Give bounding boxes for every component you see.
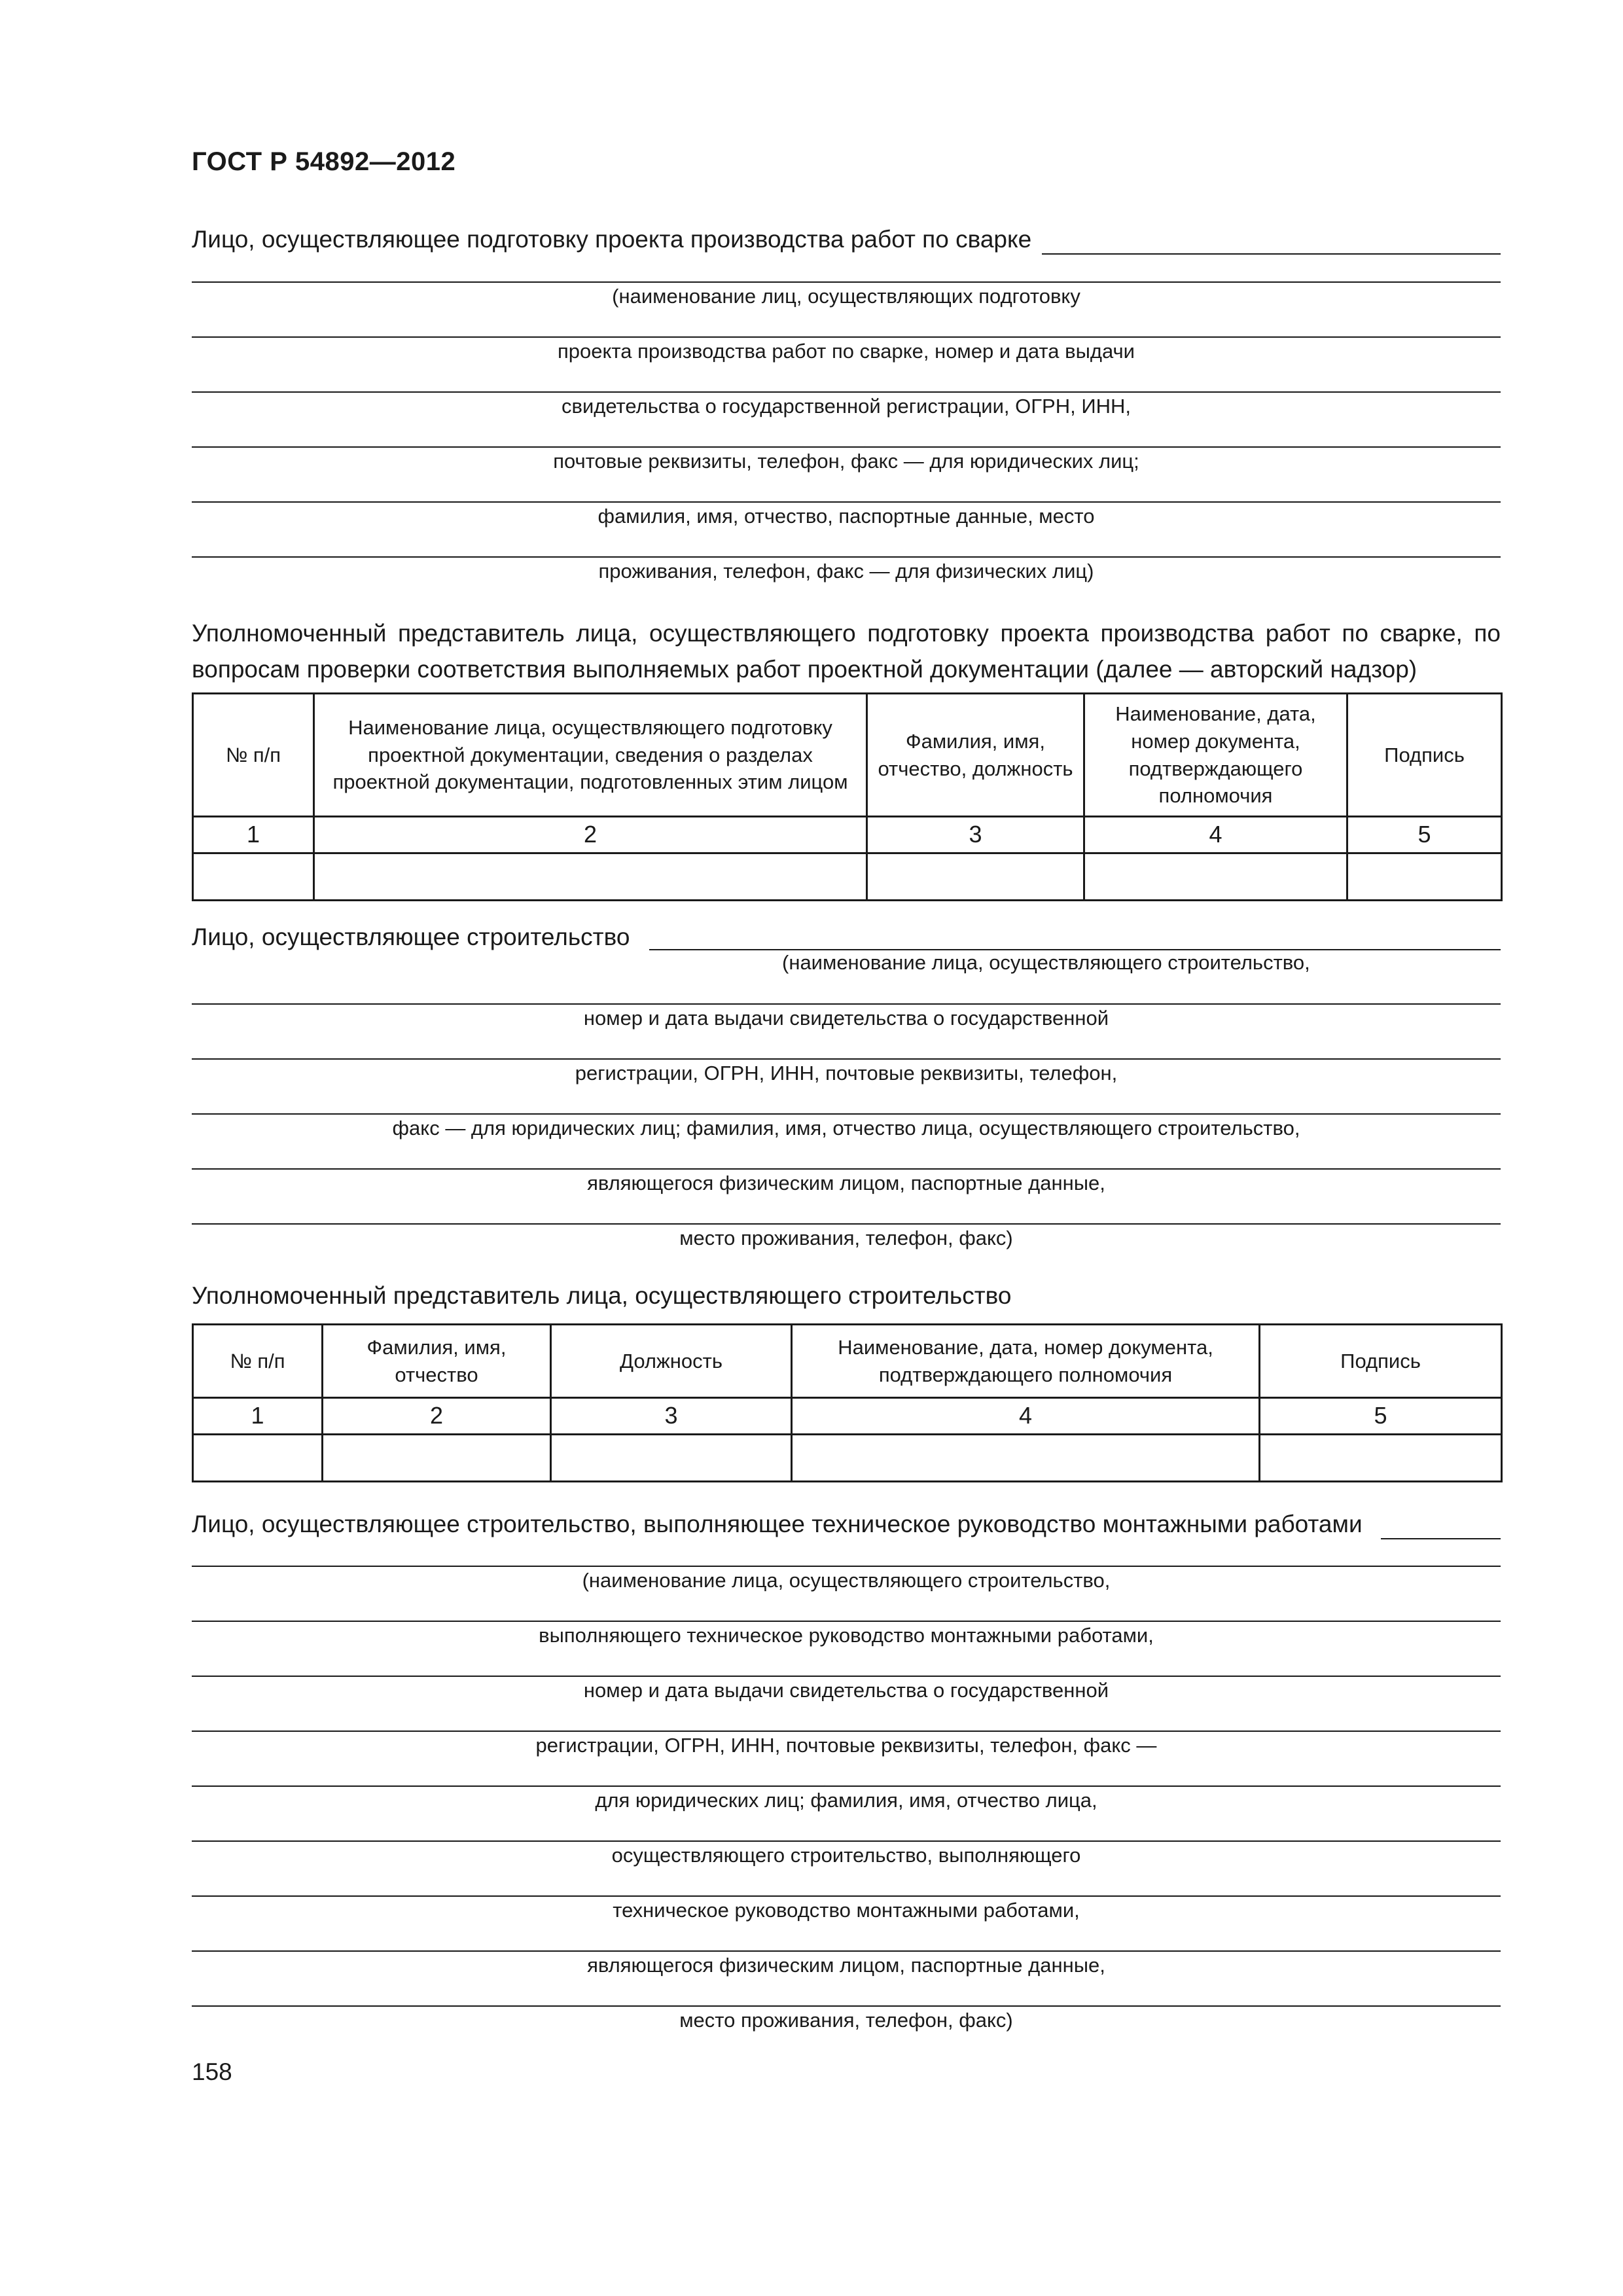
field-caption: место проживания, телефон, факс) (679, 2009, 1013, 2032)
fill-line[interactable] (192, 1168, 1501, 1170)
header-cell-number: № п/п (193, 694, 314, 817)
field-caption: проекта производства работ по сварке, номер и дата выдачи (557, 340, 1135, 363)
header-cell-signature: Подпись (1347, 694, 1502, 817)
fill-line[interactable] (192, 391, 1501, 393)
fill-line[interactable] (192, 1840, 1501, 1842)
table-header-row (193, 694, 1502, 817)
table-row (193, 1434, 1502, 1481)
builder-representative-table (192, 1323, 1503, 1482)
header-cell-position: Должность (551, 1325, 792, 1398)
field-caption: техническое руководство монтажными работами, (613, 1899, 1080, 1922)
authorized-representative-supervision-paragraph: Уполномоченный представитель лица, осуществляющего подготовку проекта производства работ по сварке, по вопросам проверки соответствия выполняемых работ проектной документации (далее — авторский надзор) (192, 620, 1501, 683)
fill-line[interactable] (192, 1731, 1501, 1732)
empty-cell[interactable] (193, 1434, 323, 1481)
field-caption: (наименование лиц, осуществляющих подготовку (612, 285, 1080, 308)
empty-cell[interactable] (551, 1434, 792, 1481)
fill-line[interactable] (192, 446, 1501, 448)
fill-line[interactable] (192, 1003, 1501, 1005)
field-caption: свидетельства о государственной регистрации, ОГРН, ИНН, (561, 395, 1132, 418)
page-number: 158 (192, 2058, 232, 2085)
fill-line[interactable] (192, 1895, 1501, 1897)
empty-cell[interactable] (867, 853, 1084, 900)
fill-line[interactable] (192, 1785, 1501, 1787)
welding-project-preparer-label: Лицо, осуществляющее подготовку проекта производства работ по сварке (192, 226, 1032, 253)
empty-cell[interactable] (1260, 1434, 1502, 1481)
empty-cell[interactable] (1084, 853, 1347, 900)
column-number: 1 (193, 1398, 323, 1435)
fill-line[interactable] (192, 1058, 1501, 1060)
fill-line[interactable] (192, 281, 1501, 283)
fill-line[interactable] (192, 1621, 1501, 1622)
installation-supervisor-label: Лицо, осуществляющее строительство, выполняющее техническое руководство монтажными работами (192, 1511, 1363, 1537)
fill-line[interactable] (192, 1566, 1501, 1567)
fill-line[interactable] (192, 501, 1501, 503)
table-header-row (193, 1325, 1502, 1398)
field-caption: выполняющего техническое руководство монтажными работами, (539, 1624, 1154, 1647)
builder-label: Лицо, осуществляющее строительство (192, 924, 630, 950)
field-caption: место проживания, телефон, факс) (679, 1227, 1013, 1249)
empty-cell[interactable] (792, 1434, 1260, 1481)
empty-cell[interactable] (323, 1434, 551, 1481)
field-caption: являющегося физическим лицом, паспортные данные, (587, 1172, 1105, 1194)
header-cell-authority-document: Наименование, дата, номер документа, подтверждающего полномочия (1084, 694, 1347, 817)
field-caption: (наименование лица, осуществляющего строительство, (782, 951, 1310, 974)
field-caption: проживания, телефон, факс — для физических лиц) (598, 560, 1094, 583)
field-caption: номер и дата выдачи свидетельства о государственной (583, 1679, 1109, 1702)
header-cell-full-name: Фамилия, имя, отчество, должность (867, 694, 1084, 817)
header-cell-full-name: Фамилия, имя, отчество (323, 1325, 551, 1398)
standard-designation: ГОСТ Р 54892—2012 (192, 147, 456, 176)
field-caption: регистрации, ОГРН, ИНН, почтовые реквизиты, телефон, (575, 1062, 1118, 1085)
header-cell-organization: Наименование лица, осуществляющего подготовку проектной документации, сведения о разделах проектной документации, подготовленных этим лицом (314, 694, 867, 817)
fill-line[interactable] (1381, 1538, 1501, 1539)
field-caption: почтовые реквизиты, телефон, факс — для юридических лиц; (553, 450, 1139, 473)
builder-representative-label: Уполномоченный представитель лица, осуществляющего строительство (192, 1282, 1012, 1309)
fill-line[interactable] (192, 1113, 1501, 1115)
field-caption: (наименование лица, осуществляющего строительство, (582, 1569, 1111, 1592)
empty-cell[interactable] (1347, 853, 1502, 900)
header-cell-number: № п/п (193, 1325, 323, 1398)
author-supervision-table (192, 692, 1503, 901)
fill-line[interactable] (649, 949, 1501, 950)
field-caption: фамилия, имя, отчество, паспортные данные, место (597, 505, 1095, 528)
column-number: 5 (1260, 1398, 1502, 1435)
fill-line[interactable] (192, 1223, 1501, 1225)
field-caption: осуществляющего строительство, выполняющего (611, 1844, 1081, 1867)
column-number-row (193, 1398, 1502, 1435)
table-row (193, 853, 1502, 900)
fill-line[interactable] (192, 336, 1501, 338)
column-number-row (193, 817, 1502, 853)
column-number: 5 (1347, 817, 1502, 853)
header-cell-authority-document: Наименование, дата, номер документа, подтверждающего полномочия (792, 1325, 1260, 1398)
column-number: 2 (323, 1398, 551, 1435)
empty-cell[interactable] (193, 853, 314, 900)
field-caption: факс — для юридических лиц; фамилия, имя, отчество лица, осуществляющего строительство, (392, 1117, 1300, 1139)
column-number: 1 (193, 817, 314, 853)
fill-line[interactable] (192, 1676, 1501, 1677)
field-caption: номер и дата выдачи свидетельства о государственной (583, 1007, 1109, 1030)
fill-line[interactable] (192, 556, 1501, 558)
column-number: 3 (551, 1398, 792, 1435)
column-number: 2 (314, 817, 867, 853)
field-caption: регистрации, ОГРН, ИНН, почтовые реквизиты, телефон, факс — (535, 1734, 1157, 1757)
fill-line[interactable] (192, 2005, 1501, 2007)
field-caption: для юридических лиц; фамилия, имя, отчество лица, (595, 1789, 1097, 1812)
empty-cell[interactable] (314, 853, 867, 900)
column-number: 4 (792, 1398, 1260, 1435)
column-number: 3 (867, 817, 1084, 853)
field-caption: являющегося физическим лицом, паспортные данные, (587, 1954, 1105, 1977)
column-number: 4 (1084, 817, 1347, 853)
fill-line[interactable] (1042, 253, 1501, 255)
header-cell-signature: Подпись (1260, 1325, 1502, 1398)
fill-line[interactable] (192, 1950, 1501, 1952)
